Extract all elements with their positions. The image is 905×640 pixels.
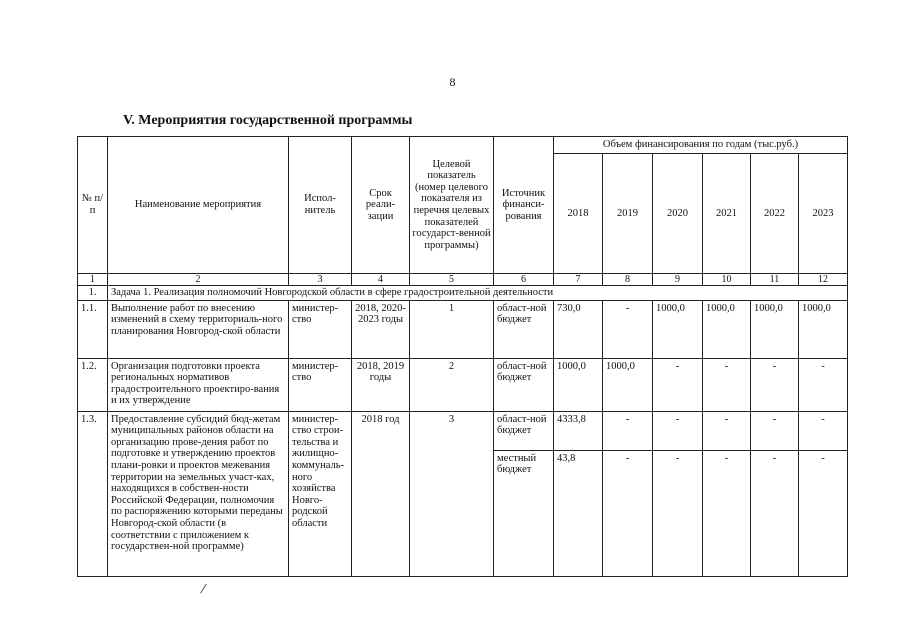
row-value: 730,0 (554, 300, 603, 358)
row-value: 4333,8 (554, 411, 603, 450)
row-executor: министер-ство строи-тельства и жилищно-коммуналь-ного хозяйства Новго-родской области (289, 411, 352, 576)
row-num: 1.3. (78, 411, 108, 576)
header-term: Срок реали-зации (352, 137, 410, 274)
column-number: 5 (410, 274, 494, 286)
row-name: Выполнение работ по внесению изменений в схему территориаль-ного планирования Новгород-ской области (108, 300, 289, 358)
row-value: - (703, 358, 751, 411)
header-year: 2023 (799, 154, 848, 274)
row-executor: министер-ство (289, 300, 352, 358)
row-value: - (703, 411, 751, 450)
header-source: Источник финанси-рования (494, 137, 554, 274)
header-year: 2022 (751, 154, 799, 274)
row-value: - (751, 450, 799, 576)
row-source: местный бюджет (494, 450, 554, 576)
header-funding: Объем финансирования по годам (тыс.руб.) (554, 137, 848, 154)
column-number: 8 (603, 274, 653, 286)
header-name: Наименование мероприятия (108, 137, 289, 274)
row-term: 2018, 2019 годы (352, 358, 410, 411)
row-value: - (603, 450, 653, 576)
table-row (78, 358, 848, 411)
column-number: 12 (799, 274, 848, 286)
row-term: 2018, 2020-2023 годы (352, 300, 410, 358)
row-value: - (799, 411, 848, 450)
header-year: 2018 (554, 154, 603, 274)
row-source: област-ной бюджет (494, 411, 554, 450)
row-target: 3 (410, 411, 494, 576)
row-value: - (751, 411, 799, 450)
section-title: V. Мероприятия государственной программы (123, 113, 413, 128)
row-value: 43,8 (554, 450, 603, 576)
task-num: 1. (78, 286, 108, 301)
header-year: 2020 (653, 154, 703, 274)
row-executor: министер-ство (289, 358, 352, 411)
column-number: 7 (554, 274, 603, 286)
row-value: - (751, 358, 799, 411)
column-number: 6 (494, 274, 554, 286)
row-value: - (603, 411, 653, 450)
row-value: - (653, 411, 703, 450)
row-value: - (653, 358, 703, 411)
column-number: 1 (78, 274, 108, 286)
row-target: 2 (410, 358, 494, 411)
page-number: 8 (449, 75, 456, 89)
row-value: 1000,0 (751, 300, 799, 358)
task-text: Задача 1. Реализация полномочий Новгородской области в сфере градостроительной деятельности (108, 286, 848, 301)
row-value: 1000,0 (703, 300, 751, 358)
row-value: 1000,0 (554, 358, 603, 411)
pen-mark (200, 584, 207, 594)
program-activities-table (77, 136, 848, 577)
header-year: 2021 (703, 154, 751, 274)
table-row (78, 411, 848, 450)
row-name: Организация подготовки проекта региональных нормативов градостроительного проектиро-вания и их утверждение (108, 358, 289, 411)
row-source: област-ной бюджет (494, 300, 554, 358)
row-value: - (603, 300, 653, 358)
row-value: - (799, 450, 848, 576)
column-number: 3 (289, 274, 352, 286)
row-name: Предоставление субсидий бюд-жетам муниципальных районов области на организацию прове-дения работ по подготовке и утверждению проектов плани-ровки и проектов межевания территории на земельных участ-ках, находящихся в собствен-ности Российской Федерации, полномочия по распоряжению которыми переданы Новгород-ской области (в соответствии с приложением к государствен-ной программе) (108, 411, 289, 576)
row-value: - (799, 358, 848, 411)
header-row (78, 137, 848, 154)
row-value: 1000,0 (603, 358, 653, 411)
column-number: 4 (352, 274, 410, 286)
row-target: 1 (410, 300, 494, 358)
row-value: - (653, 450, 703, 576)
column-number: 9 (653, 274, 703, 286)
row-source: област-ной бюджет (494, 358, 554, 411)
task-row (78, 286, 848, 301)
header-year: 2019 (603, 154, 653, 274)
column-number: 2 (108, 274, 289, 286)
header-num: № п/п (78, 137, 108, 274)
header-executor: Испол-нитель (289, 137, 352, 274)
table-row (78, 300, 848, 358)
row-num: 1.1. (78, 300, 108, 358)
row-value: 1000,0 (653, 300, 703, 358)
row-value: - (703, 450, 751, 576)
column-numbers-row (78, 274, 848, 286)
row-value: 1000,0 (799, 300, 848, 358)
row-num: 1.2. (78, 358, 108, 411)
column-number: 11 (751, 274, 799, 286)
header-target: Целевой показатель (номер целевого показателя из перечня целевых показателей государст-венной программы) (410, 137, 494, 274)
column-number: 10 (703, 274, 751, 286)
row-term: 2018 год (352, 411, 410, 576)
